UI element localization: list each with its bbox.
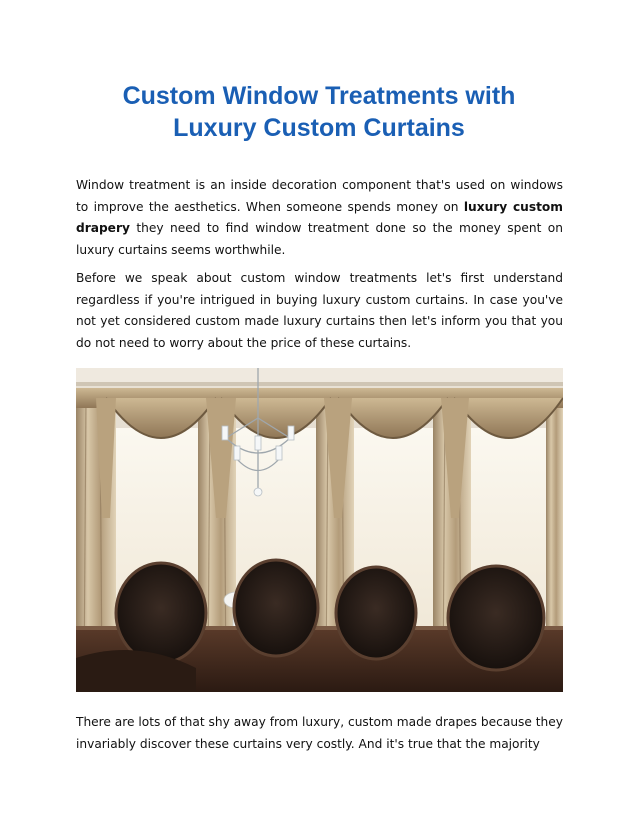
- paragraph-1-text-b: they need to find window treatment done so the money spent on luxury curtains seems worthwhile.: [76, 221, 563, 257]
- paragraph-3: There are lots of that shy away from luxury, custom made drapes because they invariably discover these curtains very costly. And it's true that the majority: [76, 715, 563, 751]
- title-line-1: Custom Window Treatments with: [122, 82, 516, 110]
- title-line-2: Luxury Custom Curtains: [173, 114, 465, 142]
- paragraph-1: [76, 175, 563, 261]
- dining-room-curtains-photo: [76, 368, 563, 692]
- paragraph-1-text-a: Window treatment is an inside decoration component that's used on windows to improve the aesthetics. When someone spends money on: [76, 178, 563, 214]
- luxury-custom-drapery-link[interactable]: luxury custom drapery: [76, 199, 563, 235]
- paragraph-2: Before we speak about custom window treatments let's first understand regardless if you're intrigued in buying luxury custom curtains. In case you've not yet considered custom made luxury curtains then let's inform you that you do not need to worry about the price of these curtains.: [76, 271, 563, 350]
- page-title: [60, 80, 578, 144]
